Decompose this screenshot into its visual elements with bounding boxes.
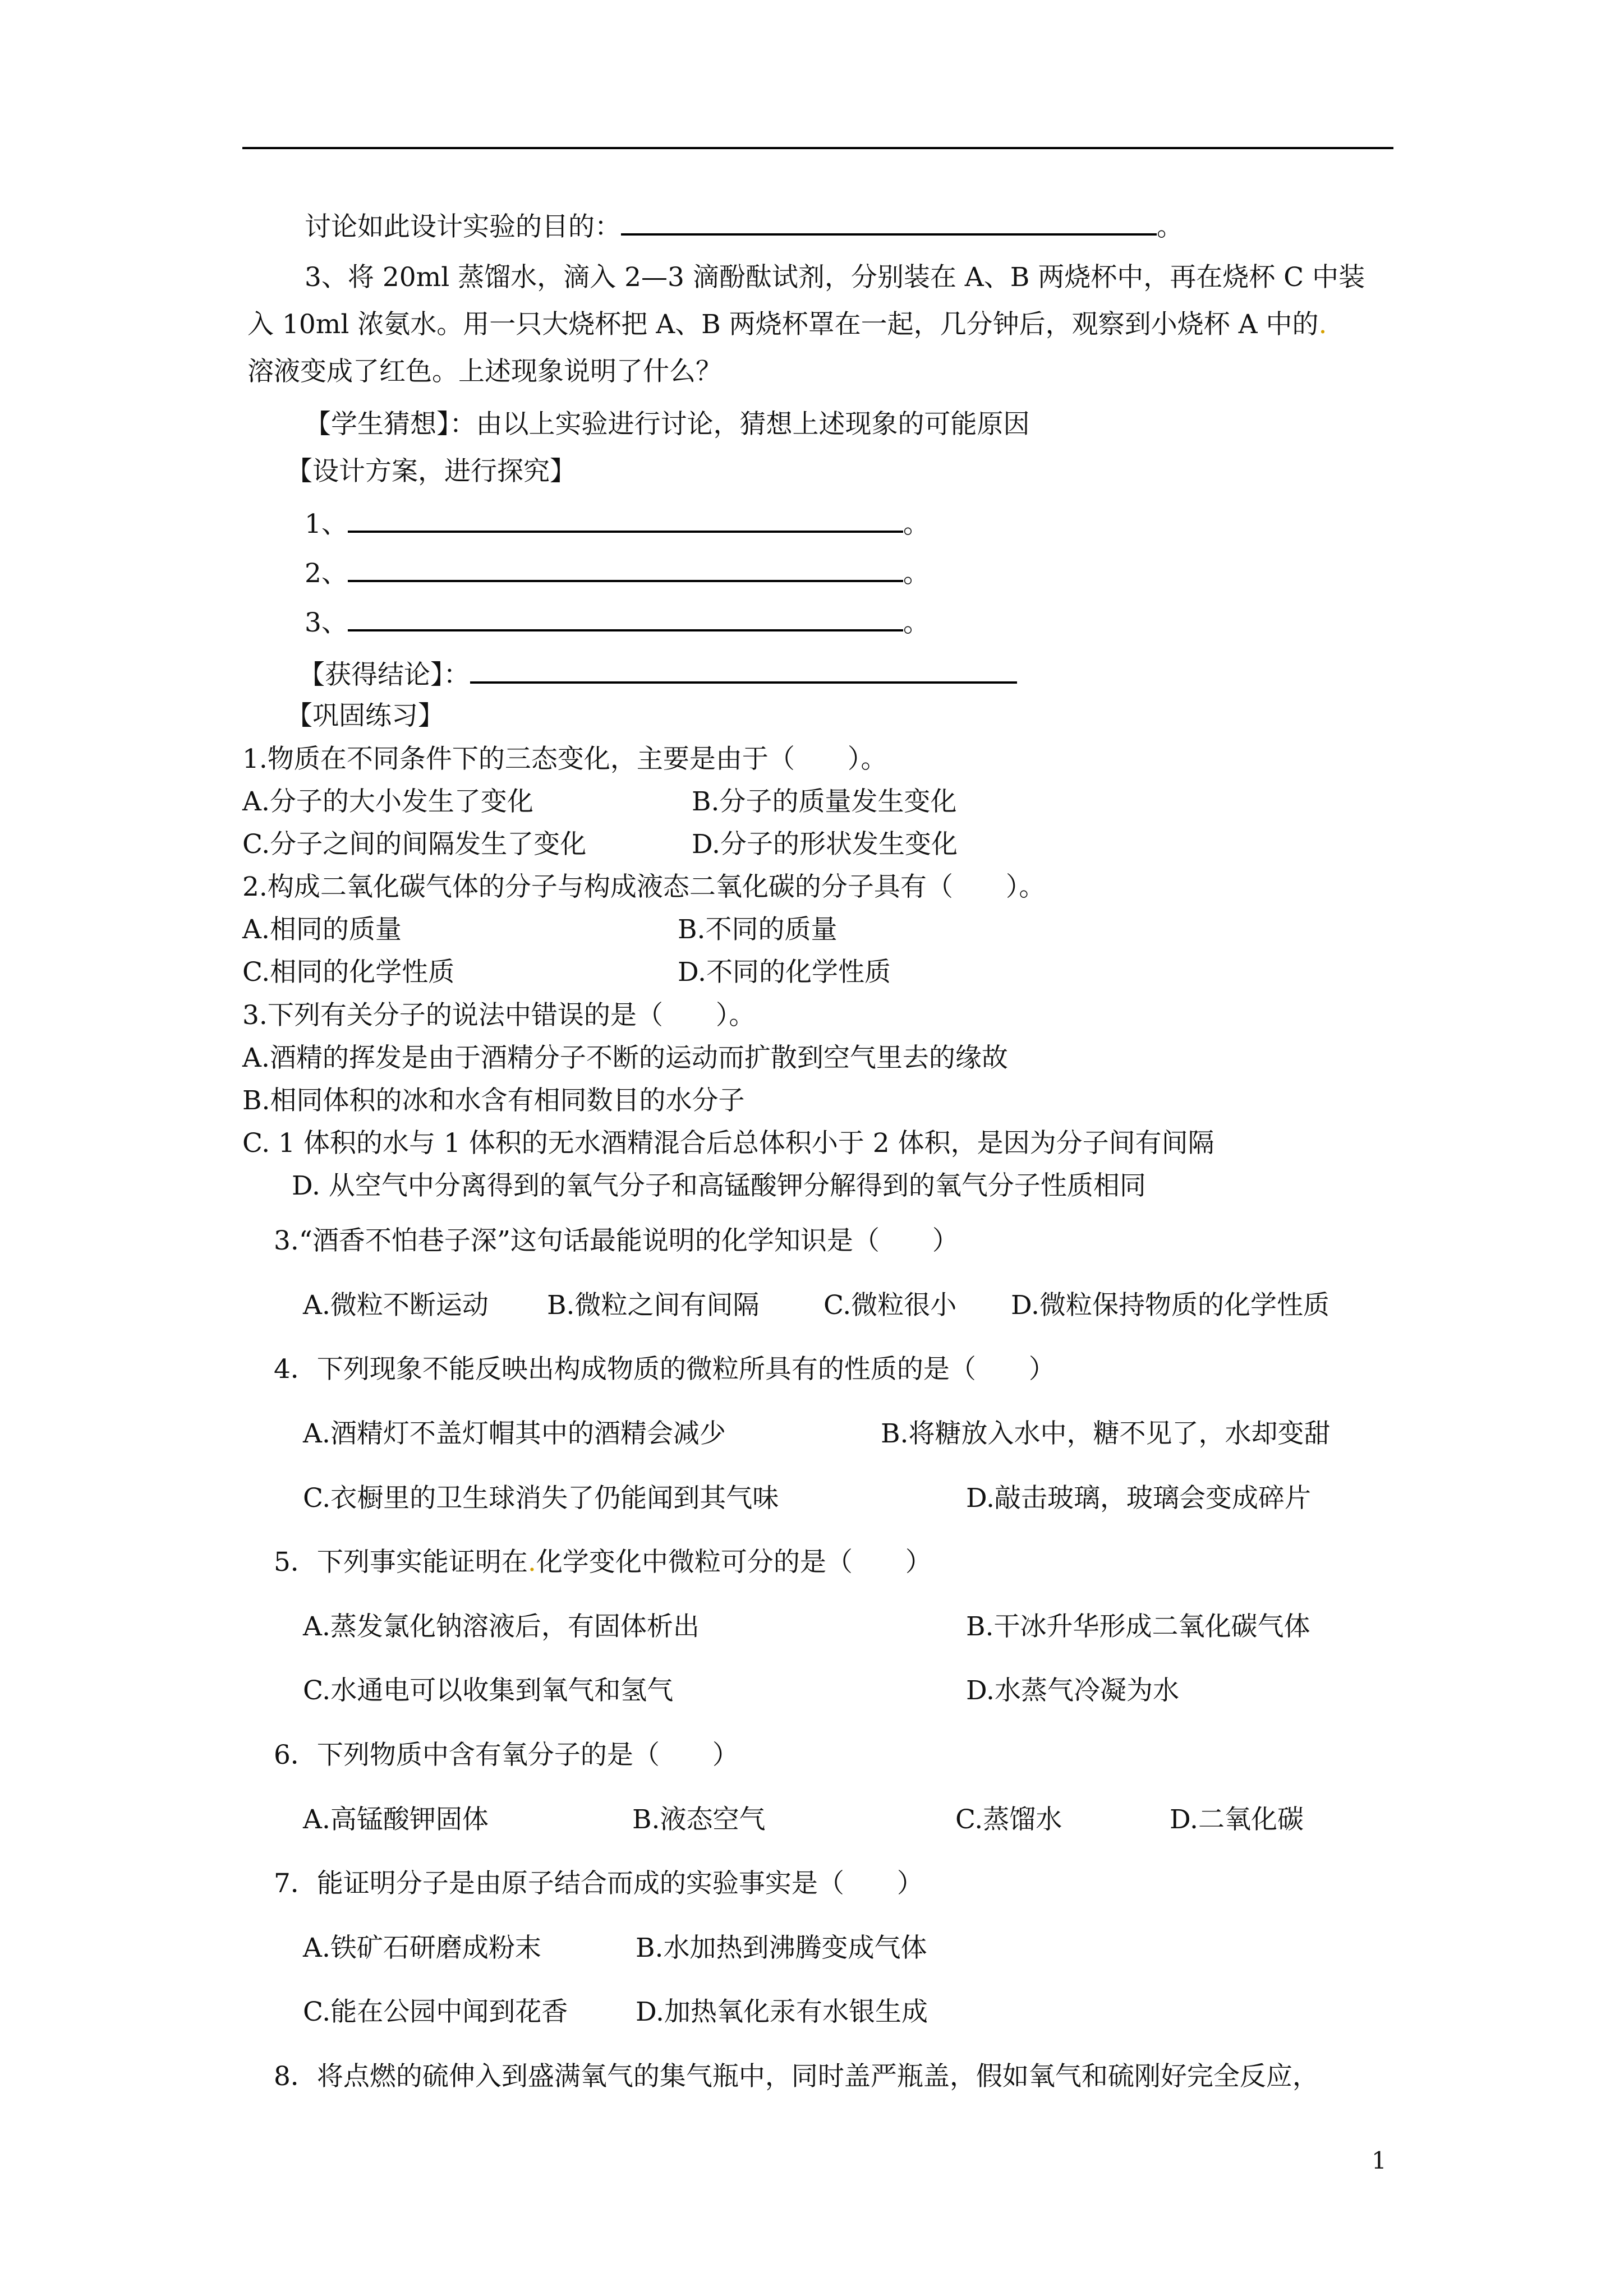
student-guess: 【学生猜想】：由以上实验进行讨论，猜想上述现象的可能原因 [305, 409, 1030, 440]
q5-option-a: A.蒸发氯化钠溶液后，有固体析出 [303, 1611, 700, 1642]
q3-option-a: A.酒精的挥发是由于酒精分子不断的运动而扩散到空气里去的缘故 [242, 1043, 1008, 1073]
q3-text-line2: 入 10ml 浓氨水。用一只大烧杯把 A、B 两烧杯罩在一起，几分钟后，观察到小烧杯 A 中的. [247, 309, 1327, 340]
q3-stem: 3.下列有关分子的说法中错误的是（ ）。 [242, 1000, 756, 1031]
q7-option-a: A.铁矿石研磨成粉末 [303, 1933, 541, 1963]
design-item-3: 3、 。 [305, 605, 930, 640]
q7-option-d: D.加热氧化汞有水银生成 [636, 1997, 928, 2027]
q2-option-d: D.不同的化学性质 [678, 957, 891, 988]
q3b-option-d: D.微粒保持物质的化学性质 [1011, 1290, 1329, 1321]
q3-text-line1: 3、将 20ml 蒸馏水，滴入 2—3 滴酚酞试剂，分别装在 A、B 两烧杯中，再在烧杯 C 中装 [305, 262, 1365, 293]
q2-stem: 2.构成二氧化碳气体的分子与构成液态二氧化碳的分子具有（ ）。 [242, 872, 1046, 902]
design-item-2: 2、 。 [305, 555, 930, 591]
q2-option-b: B.不同的质量 [678, 914, 838, 945]
discussion-prompt: 讨论如此设计实验的目的： [305, 211, 621, 242]
discussion-line: 讨论如此设计实验的目的： 。 [305, 209, 1183, 244]
q3-option-c: C. 1 体积的水与 1 体积的无水酒精混合后总体积小于 2 体积，是因为分子间有间隔 [242, 1128, 1214, 1159]
q2-option-a: A.相同的质量 [242, 914, 402, 945]
q4-option-d: D.敲击玻璃，玻璃会变成碎片 [966, 1483, 1311, 1514]
q4-option-b: B.将糖放入水中，糖不见了，水却变甜 [881, 1418, 1331, 1449]
q7-option-b: B.水加热到沸腾变成气体 [636, 1933, 927, 1963]
q1-stem: 1.物质在不同条件下的三态变化，主要是由于（ ）。 [242, 744, 887, 774]
q6-option-a: A.高锰酸钾固体 [303, 1804, 489, 1835]
q1-option-d: D.分子的形状发生变化 [692, 829, 958, 860]
q4-option-a: A.酒精灯不盖灯帽其中的酒精会减少 [303, 1418, 726, 1449]
q2-option-c: C.相同的化学性质 [242, 957, 455, 988]
q7-option-c: C.能在公园中闻到花香 [303, 1997, 568, 2027]
q3b-option-c: C.微粒很小 [823, 1290, 957, 1321]
q3b-stem: 3.“酒香不怕巷子深”这句话最能说明的化学知识是（ ） [274, 1225, 959, 1256]
q5-option-d: D.水蒸气冷凝为水 [966, 1675, 1179, 1706]
design-blank-2[interactable] [348, 555, 903, 582]
q5-stem: 5．下列事实能证明在.化学变化中微粒可分的是（ ） [274, 1547, 932, 1578]
design-heading: 【设计方案，进行探究】 [286, 456, 576, 487]
conclusion-blank[interactable] [470, 657, 1017, 684]
q3b-option-a: A.微粒不断运动 [303, 1290, 489, 1321]
q6-option-b: B.液态空气 [632, 1804, 766, 1835]
q7-stem: 7．能证明分子是由原子结合而成的实验事实是（ ） [274, 1868, 923, 1899]
q1-option-a: A.分子的大小发生了变化 [242, 786, 533, 817]
q1-option-b: B.分子的质量发生变化 [692, 786, 957, 817]
q1-option-c: C.分子之间的间隔发生了变化 [242, 829, 587, 860]
q3-option-d: D. 从空气中分离得到的氧气分子和高锰酸钾分解得到的氧气分子性质相同 [292, 1170, 1146, 1201]
q6-option-d: D.二氧化碳 [1170, 1804, 1304, 1835]
design-blank-1[interactable] [348, 506, 903, 533]
design-item-1: 1、 。 [305, 506, 930, 541]
q6-stem: 6．下列物质中含有氧分子的是（ ） [274, 1740, 739, 1771]
q5-option-c: C.水通电可以收集到氧气和氢气 [303, 1675, 674, 1706]
q6-option-c: C.蒸馏水 [955, 1804, 1062, 1835]
design-blank-3[interactable] [348, 605, 903, 631]
discussion-blank[interactable] [621, 209, 1157, 236]
q8-stem: 8．将点燃的硫伸入到盛满氧气的集气瓶中，同时盖严瓶盖，假如氧气和硫刚好完全反应， [274, 2061, 1319, 2092]
q4-option-c: C.衣橱里的卫生球消失了仍能闻到其气味 [303, 1483, 779, 1514]
conclusion-line: 【获得结论】： [298, 657, 1017, 692]
practice-heading: 【巩固练习】 [286, 700, 444, 731]
header-rule [242, 147, 1393, 149]
q3-option-b: B.相同体积的冰和水含有相同数目的水分子 [242, 1085, 745, 1116]
q4-stem: 4．下列现象不能反映出构成物质的微粒所具有的性质的是（ ） [274, 1354, 1055, 1385]
q3b-option-b: B.微粒之间有间隔 [547, 1290, 760, 1321]
q3-text-line3: 溶液变成了红色。上述现象说明了什么？ [247, 356, 722, 387]
q5-option-b: B.干冰升华形成二氧化碳气体 [966, 1611, 1310, 1642]
page-number: 1 [1372, 2147, 1387, 2174]
